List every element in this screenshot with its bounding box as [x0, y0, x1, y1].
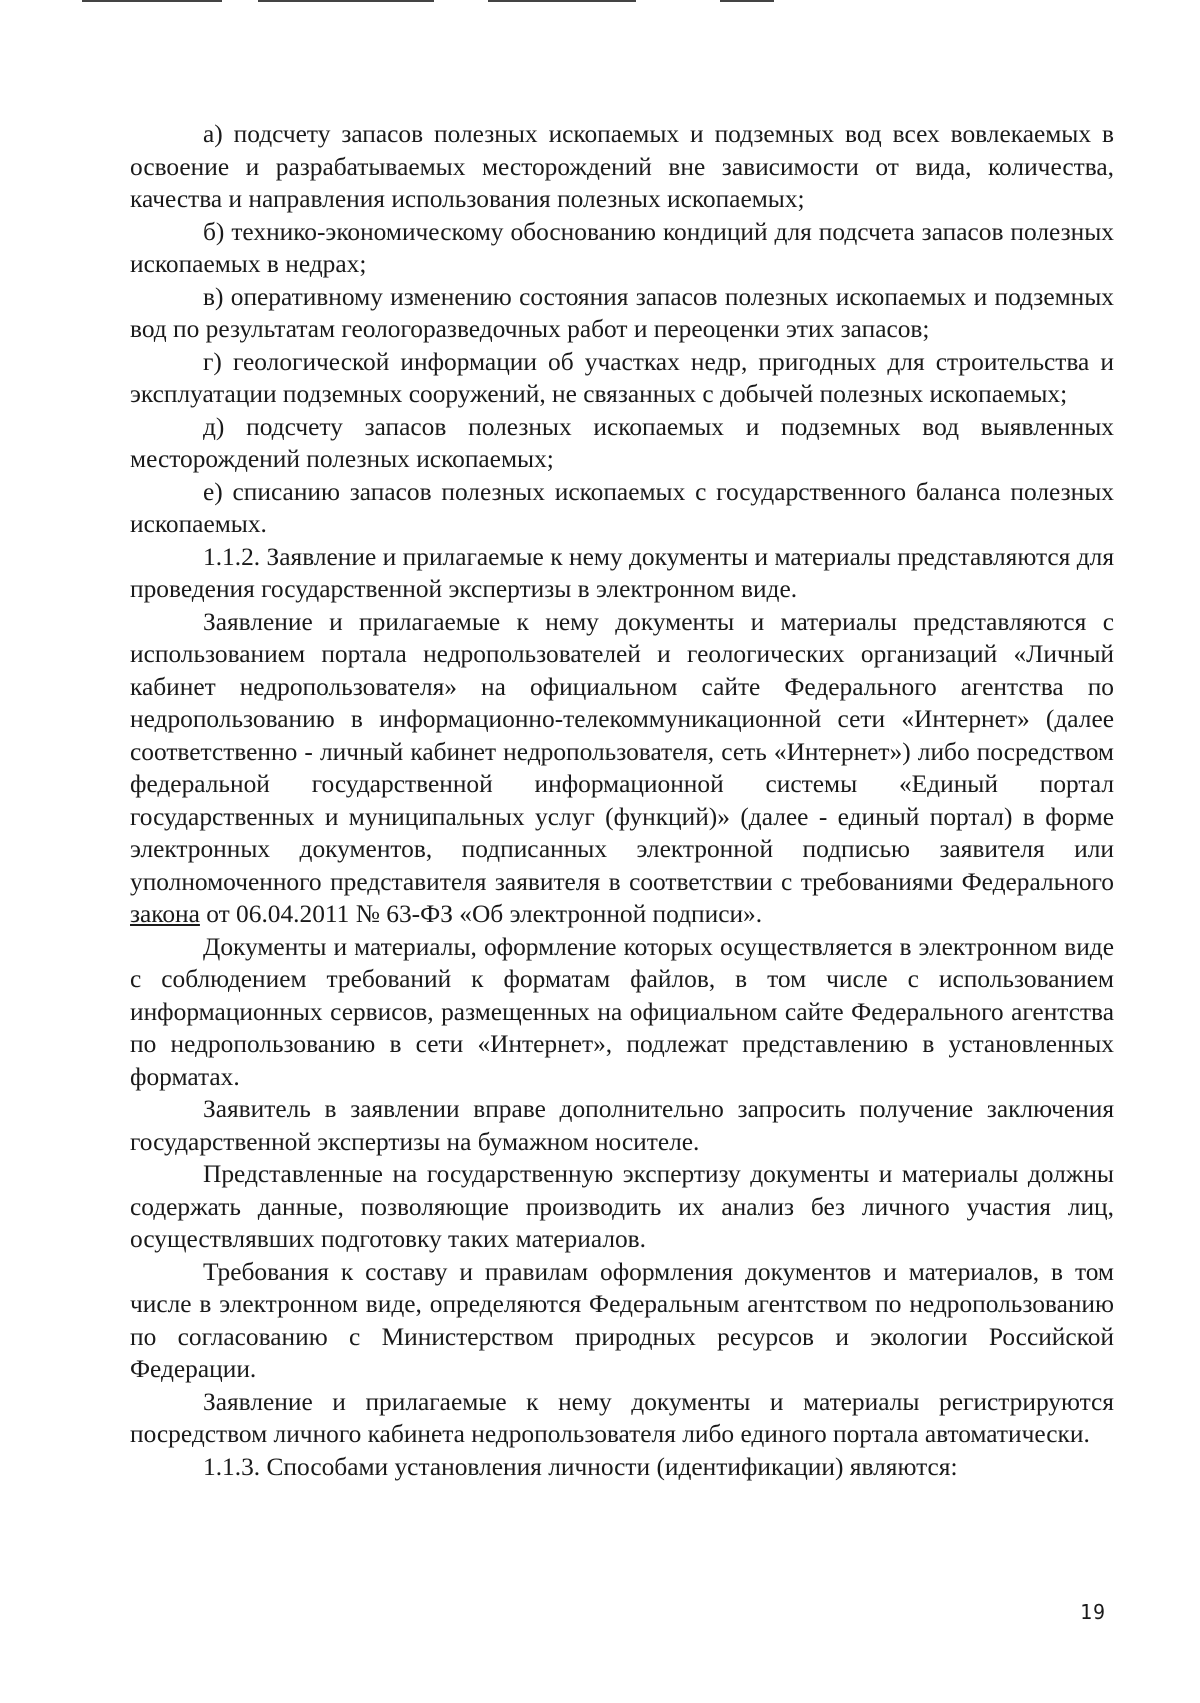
- paragraph-a: а) подсчету запасов полезных ископаемых и подземных вод всех вовлекаемых в освоение и разрабатываемых месторождений вне зависимости от вида, количества, качества и направления использования полезных ископаемых;: [130, 120, 1114, 213]
- paragraph-v: в) оперативному изменению состояния запасов полезных ископаемых и подземных вод по результатам геологоразведочных работ и переоценки этих запасов;: [130, 282, 1114, 343]
- paragraph-e: е) списанию запасов полезных ископаемых с государственного баланса полезных ископаемых.: [130, 477, 1114, 538]
- paragraph-b: б) технико-экономическому обоснованию кондиций для подсчета запасов полезных ископаемых в недрах;: [130, 217, 1114, 278]
- top-rule-2: [258, 0, 434, 2]
- paragraph-1-1-3: 1.1.3. Способами установления личности (идентификации) являются:: [203, 1452, 958, 1481]
- law-link[interactable]: закона: [130, 900, 200, 928]
- paragraph-g: г) геологической информации об участках недр, пригодных для строительства и эксплуатации подземных сооружений, не связанных с добычей полезных ископаемых;: [130, 347, 1114, 408]
- paragraph-registration: Заявление и прилагаемые к нему документы и материалы регистрируются посредством личного кабинета недропользователя либо единого портала автоматически.: [130, 1387, 1114, 1448]
- paragraph-submission-text-before: Заявление и прилагаемые к нему документы и материалы представляются с использованием портала недропользователей и геологических организаций «Личный кабинет недропользователя» на официальном сайте Федерального агентства по недропользованию в информационно-телекоммуникационной сети «Интернет» (далее соответственно - личный кабинет недропользователя, сеть «Интернет») либо посредством федеральной государственной информационной системы «Единый портал государственных и муниципальных услуг (функций)» (далее - единый портал) в форме электронных документов, подписанных электронной подписью заявителя или уполномоченного представителя заявителя в соответствии с требованиями Федерального: [130, 607, 1114, 896]
- page-number: 19: [1080, 1600, 1107, 1624]
- paragraph-1-1-2: 1.1.2. Заявление и прилагаемые к нему документы и материалы представляются для проведения государственной экспертизы в электронном виде.: [130, 542, 1114, 603]
- paragraph-paper-copy: Заявитель в заявлении вправе дополнительно запросить получение заключения государственной экспертизы на бумажном носителе.: [130, 1095, 1114, 1156]
- paragraph-submission-portal: [130, 606, 1114, 931]
- top-rule-4: [720, 0, 774, 2]
- paragraph-content-requirements: Представленные на государственную экспертизу документы и материалы должны содержать данные, позволяющие производить их анализ без личного участия лиц, осуществлявших подготовку таких материалов.: [130, 1160, 1114, 1253]
- top-rule-3: [488, 0, 636, 2]
- paragraph-d: д) подсчету запасов полезных ископаемых и подземных вод выявленных месторождений полезных ископаемых;: [130, 412, 1114, 473]
- document-body: [130, 118, 1114, 1483]
- paragraph-submission-text-after: от 06.04.2011 № 63-ФЗ «Об электронной подписи».: [199, 900, 763, 928]
- top-rule-1: [82, 0, 222, 2]
- paragraph-electronic-formats: Документы и материалы, оформление которых осуществляется в электронном виде с соблюдением требований к форматам файлов, в том числе с использованием информационных сервисов, размещенных на официальном сайте Федерального агентства по недропользованию в сети «Интернет», подлежат представлению в установленных форматах.: [130, 932, 1114, 1091]
- paragraph-format-rules: Требования к составу и правилам оформления документов и материалов, в том числе в электронном виде, определяются Федеральным агентством по недропользованию по согласованию с Министерством природных ресурсов и экологии Российской Федерации.: [130, 1257, 1114, 1383]
